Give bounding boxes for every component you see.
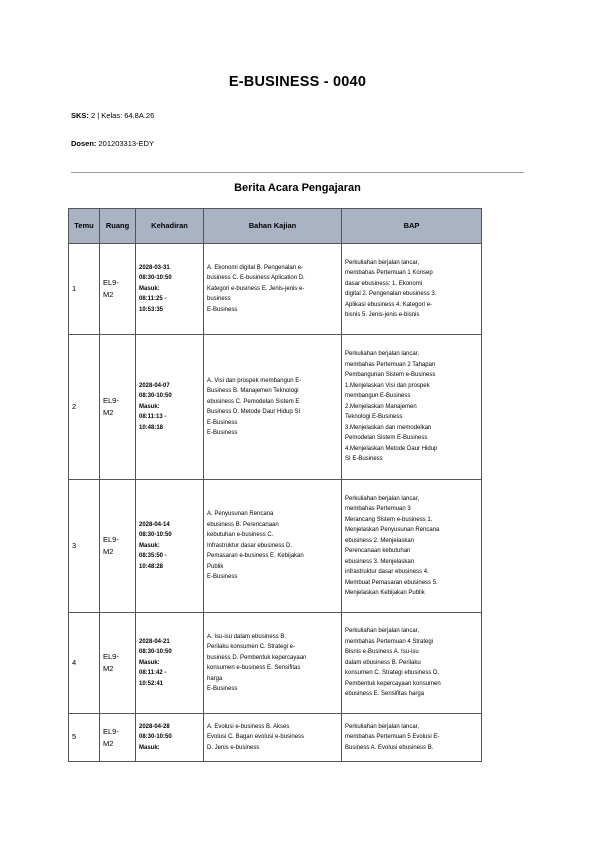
bap-cell: Perkuliahan berjalan lancar, membahas Pertemuan 5 Evolusi E- Business A. Evolusi ebusiness B.: [342, 714, 482, 762]
header-temu: Temu: [69, 209, 100, 244]
header-bap: BAP: [342, 209, 482, 244]
ruang-cell: EL9- M2: [100, 613, 136, 714]
kehadiran-cell: 2028-04-07 08:30-10:50 Masuk: 08:11:13 - 10:48:18: [136, 335, 204, 480]
bahan-kajian-cell: A. Evolusi e-business B. Akses Evolusi C. Bagan evolusi e-business D. Jenis e-business: [204, 714, 342, 762]
temu-cell: 4: [69, 613, 100, 714]
dosen-value: 201203313-EDY: [98, 139, 154, 148]
sks-kelas-line: [71, 111, 154, 120]
header-ruang: Ruang: [100, 209, 136, 244]
temu-cell: 2: [69, 335, 100, 480]
dosen-line: [71, 139, 154, 148]
bap-cell: Perkuliahan berjalan lancar, membahas Pertemuan 3 Merancang Sistem e-business 1. Menjelaskan Penyusunan Rencana ebusiness 2. Menjelaskan Perencanaan kebutuhan ebusiness 3. Menjelaskan infrastruktur dasar ebusiness 4. Membuat Pemasaran ebusiness 5. Menjelaskan Kebijakan Publik: [342, 480, 482, 613]
bahan-kajian-cell: A. Penyusunan Rencana ebusiness B. Perencanaan kebutuhan e-business C. Infrastruktur dasar ebusiness D. Pemasaran e-business E. Kebijakan Publik E-Business: [204, 480, 342, 613]
sks-label: SKS:: [71, 111, 89, 120]
document-title: E-BUSINESS - 0040: [228, 74, 367, 90]
sks-kelas-value: 2 | Kelas: 64.8A.26: [91, 111, 155, 120]
header-bahan-kajian: Bahan Kajian: [204, 209, 342, 244]
table-row: [69, 480, 482, 613]
table-row: [69, 613, 482, 714]
table-row: [69, 714, 482, 762]
temu-cell: 5: [69, 714, 100, 762]
section-subtitle: Berita Acara Pengajaran: [234, 182, 361, 194]
kehadiran-cell: 2028-03-31 08:30-10:50 Masuk: 08:11:25 - 10:53:35: [136, 244, 204, 335]
table-row: [69, 335, 482, 480]
bap-table: [68, 208, 482, 762]
bahan-kajian-cell: A. Ekonomi digital B. Pengenalan e- business C. E-business Aplication D. Kategori e-business E. Jenis-jenis e- business E-Business: [204, 244, 342, 335]
divider: [71, 172, 524, 173]
bap-cell: Perkuliahan berjalan lancar, membahas Pertemuan 2 Tahapan Pembangunan Sistem e-Business 1.Menjelaskan Visi dan prospek membangun E-Business 2.Menjelaskan Manajemen Teknologi E-Business 3.Menjelaskan dan memodelkan Pemodelan Sistem E-Business 4.Menjelaskan Metode Daur Hidup SI E-Business: [342, 335, 482, 480]
kehadiran-cell: 2028-04-21 08:30-10:50 Masuk: 08:11:42 - 10:52:41: [136, 613, 204, 714]
temu-cell: 1: [69, 244, 100, 335]
dosen-label: Dosen:: [71, 139, 97, 148]
bahan-kajian-cell: A. Isu-isu dalam ebusiness B. Perilaku konsumen C. Strategi e- business D. Pembentuk kepercayaan konsumen e-business E. Sensifitas harga E-Business: [204, 613, 342, 714]
ruang-cell: EL9- M2: [100, 244, 136, 335]
table-header-row: [69, 209, 482, 244]
bap-cell: Perkuliahan berjalan lancar, membahas Pertemuan 4 Strategi Bisnis e-Business A. Isu-isu dalam ebusiness B. Perilaku konsumen C. Strategi ebusiness D. Pembentuk kepercayaan konsumen ebusiness E. Sensifitas harga: [342, 613, 482, 714]
ruang-cell: EL9- M2: [100, 714, 136, 762]
bap-cell: Perkuliahan berjalan lancar, membahas Pertemuan 1 Konsep dasar ebusiness: 1. Ekonomi digital 2. Pengenalan ebusiness 3. Aplikasi ebusiness 4. Kategori e- bisnis 5. Jenis-jenis e-bisnis: [342, 244, 482, 335]
bahan-kajian-cell: A. Visi dan prospek membangun E- Business B. Manajemen Teknologi ebusiness C. Pemodelan Sistem E Business D. Metode Daur Hidup SI E-Business E-Business: [204, 335, 342, 480]
header-kehadiran: Kehadiran: [136, 209, 204, 244]
kehadiran-cell: 2028-04-28 08:30-10:50 Masuk:: [136, 714, 204, 762]
table-row: [69, 244, 482, 335]
kehadiran-cell: 2028-04-14 08:30-10:50 Masuk: 08:35:50 - 10:48:28: [136, 480, 204, 613]
ruang-cell: EL9- M2: [100, 480, 136, 613]
temu-cell: 3: [69, 480, 100, 613]
ruang-cell: EL9- M2: [100, 335, 136, 480]
